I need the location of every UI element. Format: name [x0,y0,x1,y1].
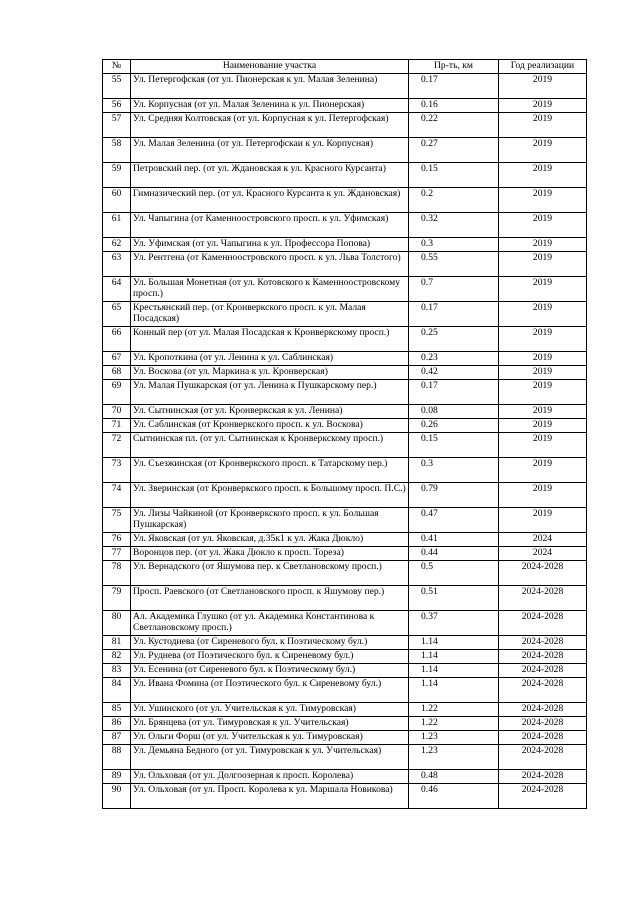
header-length: Пр-ть, км [409,60,499,74]
row-year: 2024-2028 [499,745,587,770]
row-name: Ул. Малая Пушкарская (от ул. Ленина к Пушкарскому пер.) [131,380,409,405]
row-year: 2019 [499,238,587,252]
row-num: 65 [103,302,131,327]
row-year: 2019 [499,483,587,508]
row-num: 72 [103,433,131,458]
road-sections-table [102,59,587,809]
row-year: 2024-2028 [499,784,587,809]
row-year: 2019 [499,433,587,458]
table-row [103,213,587,238]
table-row [103,636,587,650]
row-name: Сытнинская пл. (от ул. Сытнинская к Кронверкскому просп.) [131,433,409,458]
row-length: 1.23 [409,745,499,770]
table-row [103,611,587,636]
table-row [103,784,587,809]
table-row [103,419,587,433]
row-year: 2024-2028 [499,611,587,636]
row-year: 2019 [499,419,587,433]
row-length: 1.14 [409,678,499,703]
table-row [103,163,587,188]
table-row [103,99,587,113]
row-num: 63 [103,252,131,277]
table-row [103,586,587,611]
row-num: 66 [103,327,131,352]
row-year: 2019 [499,138,587,163]
row-num: 61 [103,213,131,238]
row-length: 0.7 [409,277,499,302]
row-num: 71 [103,419,131,433]
row-name: Ул. Сытнинская (от ул. Кронверкская к ул. Ленина) [131,405,409,419]
row-length: 0.5 [409,561,499,586]
header-year: Год реализации [499,60,587,74]
row-name: Ул. Средняя Колтовская (от ул. Корпусная к ул. Петергофская) [131,113,409,138]
table-row [103,74,587,99]
row-year: 2024-2028 [499,561,587,586]
row-name: Ул. Воскова (от ул. Маркина к ул. Кронверская) [131,366,409,380]
row-name: Ул. Кропоткина (от ул. Ленина к ул. Саблинская) [131,352,409,366]
row-num: 77 [103,547,131,561]
row-num: 67 [103,352,131,366]
table-row [103,731,587,745]
row-name: Ул. Лизы Чайкиной (от Кронверкского просп. к ул. Большая Пушкарская) [131,508,409,533]
row-num: 78 [103,561,131,586]
row-name: Конный пер (от ул. Малая Посадская к Кронверкскому просп.) [131,327,409,352]
row-year: 2019 [499,163,587,188]
table-header-row [103,60,587,74]
row-num: 89 [103,770,131,784]
row-length: 0.42 [409,366,499,380]
row-length: 0.15 [409,433,499,458]
row-name: Гимназический пер. (от ул. Красного Курсанта к ул. Ждановская) [131,188,409,213]
row-length: 0.3 [409,238,499,252]
row-num: 75 [103,508,131,533]
row-name: Ул. Кустодиева (от Сиреневого бул. к Поэтическому бул.) [131,636,409,650]
row-name: Ул. Корпусная (от ул. Малая Зеленина к ул. Пионерская) [131,99,409,113]
table-row [103,650,587,664]
table-row [103,717,587,731]
row-name: Ул. Брянцева (от ул. Тимуровская к ул. Учительская) [131,717,409,731]
row-name: Просп. Раевского (от Светлановского просп. к Яшумову пер.) [131,586,409,611]
row-length: 0.26 [409,419,499,433]
row-num: 87 [103,731,131,745]
table-row [103,678,587,703]
table-row [103,433,587,458]
row-name: Ул. Петергофская (от ул. Пионерская к ул. Малая Зеленина) [131,74,409,99]
row-name: Ул. Съезжинская (от Кронверкского просп. к Татарскому пер.) [131,458,409,483]
row-year: 2024-2028 [499,717,587,731]
row-length: 0.44 [409,547,499,561]
row-length: 0.37 [409,611,499,636]
row-year: 2024-2028 [499,770,587,784]
row-name: Ул. Ивана Фомина (от Поэтического бул. к Сиреневому бул.) [131,678,409,703]
row-num: 74 [103,483,131,508]
row-length: 0.55 [409,252,499,277]
row-year: 2019 [499,213,587,238]
row-year: 2024-2028 [499,703,587,717]
row-length: 1.14 [409,650,499,664]
row-num: 73 [103,458,131,483]
table-row [103,703,587,717]
row-year: 2019 [499,327,587,352]
table-row [103,405,587,419]
table-row [103,483,587,508]
row-length: 0.23 [409,352,499,366]
row-length: 0.15 [409,163,499,188]
row-name: Воронцов пер. (от ул. Жака Дюкло к просп. Тореза) [131,547,409,561]
row-length: 0.08 [409,405,499,419]
row-num: 90 [103,784,131,809]
row-length: 0.47 [409,508,499,533]
row-num: 86 [103,717,131,731]
row-year: 2019 [499,188,587,213]
table-row [103,366,587,380]
table-row [103,277,587,302]
row-num: 55 [103,74,131,99]
row-name: Ул. Вернадского (от Яшумова пер. к Светлановскому просп.) [131,561,409,586]
row-year: 2019 [499,277,587,302]
row-year: 2024-2028 [499,586,587,611]
row-length: 0.22 [409,113,499,138]
row-year: 2024-2028 [499,636,587,650]
row-length: 0.17 [409,302,499,327]
row-year: 2019 [499,508,587,533]
row-length: 0.46 [409,784,499,809]
table-row [103,745,587,770]
row-length: 1.14 [409,636,499,650]
row-name: Ул. Чапыгина (от Каменноостровского просп. к ул. Уфимская) [131,213,409,238]
table-row [103,327,587,352]
row-num: 79 [103,586,131,611]
row-num: 57 [103,113,131,138]
row-name: Ул. Саблинская (от Кронверкского просп. к ул. Воскова) [131,419,409,433]
table-row [103,664,587,678]
row-year: 2019 [499,74,587,99]
row-length: 0.2 [409,188,499,213]
table-row [103,113,587,138]
row-length: 1.22 [409,703,499,717]
row-num: 81 [103,636,131,650]
table-row [103,138,587,163]
row-num: 64 [103,277,131,302]
row-length: 0.3 [409,458,499,483]
table-row [103,561,587,586]
row-name: Ул. Уфимская (от ул. Чапыгина к ул. Профессора Попова) [131,238,409,252]
table-row [103,238,587,252]
row-name: Ул. Зверинская (от Кронверкского просп. к Большому просп. П.С.) [131,483,409,508]
row-length: 0.17 [409,74,499,99]
row-year: 2024-2028 [499,678,587,703]
row-num: 82 [103,650,131,664]
row-year: 2019 [499,302,587,327]
row-num: 69 [103,380,131,405]
row-year: 2019 [499,380,587,405]
table-row [103,302,587,327]
row-name: Ул. Есенина (от Сиреневого бул. к Поэтическому бул.) [131,664,409,678]
row-year: 2024-2028 [499,650,587,664]
row-num: 68 [103,366,131,380]
row-year: 2019 [499,458,587,483]
table-row [103,188,587,213]
row-length: 0.32 [409,213,499,238]
row-num: 76 [103,533,131,547]
row-year: 2019 [499,352,587,366]
row-name: Ул. Яковская (от ул. Яковская, д.35к1 к ул. Жака Дюкло) [131,533,409,547]
row-length: 1.22 [409,717,499,731]
table-row [103,352,587,366]
table-body [103,74,587,809]
row-year: 2024 [499,547,587,561]
row-name: Ул. Ольховая (от ул. Долгоозерная к просп. Королева) [131,770,409,784]
row-length: 0.17 [409,380,499,405]
row-year: 2024-2028 [499,731,587,745]
row-num: 60 [103,188,131,213]
header-num: № [103,60,131,74]
row-name: Ул. Ушинского (от ул. Учительская к ул. Тимуровская) [131,703,409,717]
row-length: 0.27 [409,138,499,163]
row-length: 1.23 [409,731,499,745]
row-num: 58 [103,138,131,163]
row-name: Петровский пер. (от ул. Ждановская к ул. Красного Курсанта) [131,163,409,188]
row-num: 83 [103,664,131,678]
row-num: 56 [103,99,131,113]
table-row [103,533,587,547]
row-year: 2019 [499,405,587,419]
row-name: Ул. Ольги Форш (от ул. Учительская к ул. Тимуровская) [131,731,409,745]
row-name: Ал. Академика Глушко (от ул. Академика Константинова к Светлановскому просп.) [131,611,409,636]
row-year: 2024 [499,533,587,547]
row-name: Ул. Малая Зеленина (от ул. Петергофскаи к ул. Корпусная) [131,138,409,163]
row-name: Ул. Демьяна Бедного (от ул. Тимуровская к ул. Учительская) [131,745,409,770]
row-year: 2019 [499,366,587,380]
row-num: 80 [103,611,131,636]
row-length: 0.25 [409,327,499,352]
row-num: 84 [103,678,131,703]
row-length: 0.51 [409,586,499,611]
row-name: Крестьянский пер. (от Кронверкского просп. к ул. Малая Посадская) [131,302,409,327]
table-row [103,252,587,277]
row-length: 1.14 [409,664,499,678]
row-length: 0.79 [409,483,499,508]
table-row [103,380,587,405]
row-year: 2024-2028 [499,664,587,678]
table-row [103,458,587,483]
table-row [103,770,587,784]
row-num: 59 [103,163,131,188]
row-name: Ул. Рентгена (от Каменноостровского просп. к ул. Льва Толстого) [131,252,409,277]
row-year: 2019 [499,113,587,138]
row-num: 85 [103,703,131,717]
row-year: 2019 [499,99,587,113]
table-row [103,508,587,533]
row-year: 2019 [499,252,587,277]
row-length: 0.41 [409,533,499,547]
row-length: 0.16 [409,99,499,113]
header-name: Наименование участка [131,60,409,74]
row-name: Ул. Руднева (от Поэтического бул. к Сиреневому бул.) [131,650,409,664]
table-row [103,547,587,561]
row-length: 0.48 [409,770,499,784]
row-num: 88 [103,745,131,770]
row-name: Ул. Большая Монетная (от ул. Котовского к Каменноостровскому просп.) [131,277,409,302]
row-name: Ул. Ольховая (от ул. Просп. Королева к ул. Маршала Новикова) [131,784,409,809]
row-num: 62 [103,238,131,252]
row-num: 70 [103,405,131,419]
